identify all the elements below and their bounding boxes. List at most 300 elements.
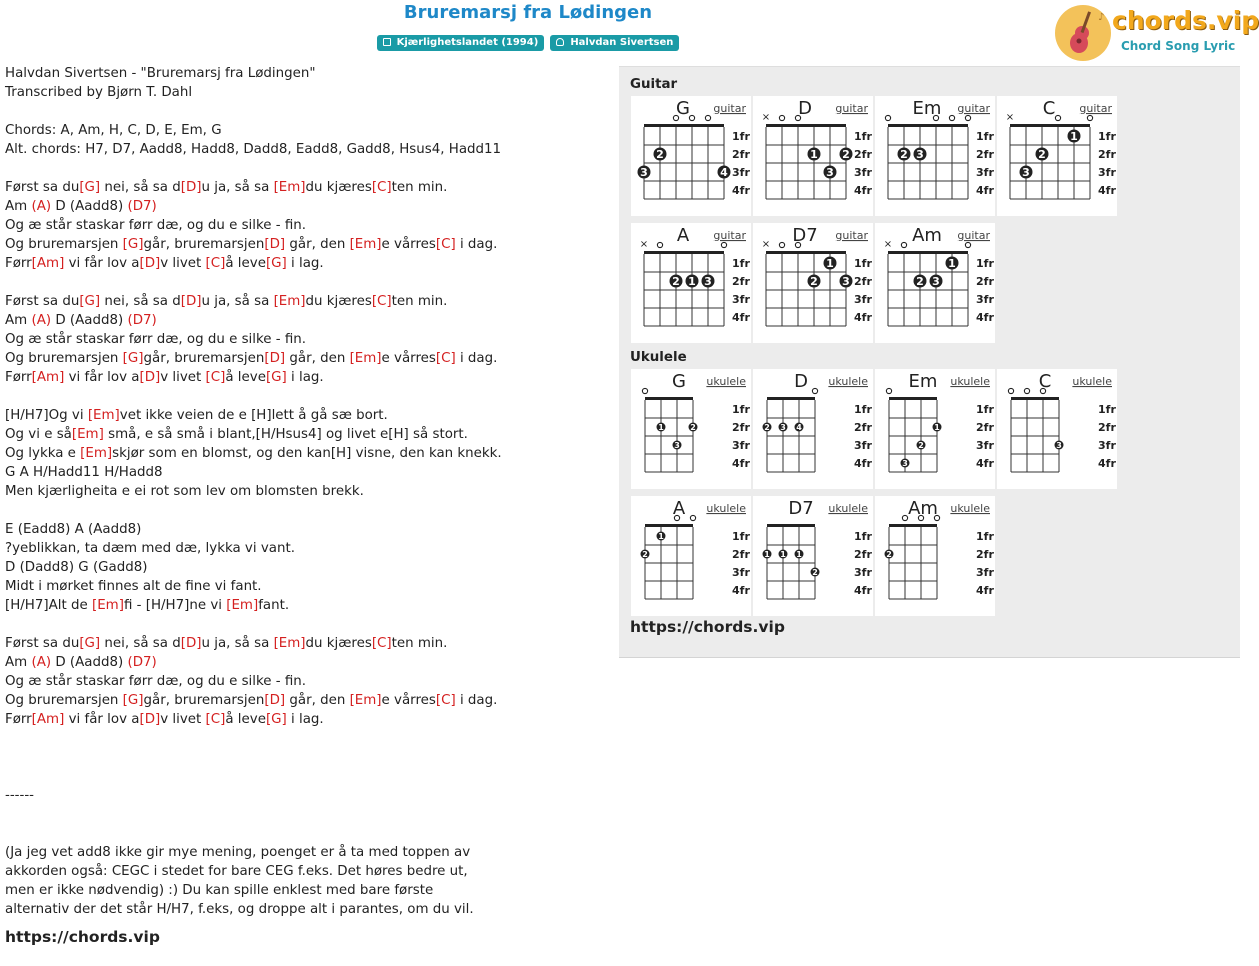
chord-name: D [794,371,808,392]
chord-marker[interactable]: [D] [139,256,161,271]
chord-marker[interactable]: [Em] [349,693,382,708]
lyric-text: vi får lov a [64,712,140,727]
lyric-line [5,482,605,501]
fret-label: 4fr [732,184,750,197]
chord-marker[interactable]: [Em] [92,598,124,613]
ukulele-chord-d7[interactable] [753,496,873,616]
chord-marker[interactable]: [G] [79,636,101,651]
lyric-line [5,748,605,767]
fret-label: 4fr [854,584,872,597]
chord-marker[interactable]: [G] [265,256,287,271]
guitar-chord-em[interactable] [875,96,995,216]
chord-marker[interactable]: (D7) [127,199,157,214]
lyric-text: Og vi e så [5,427,72,442]
fret-label: 4fr [854,457,872,470]
fret-label: 1fr [976,130,994,143]
chord-marker[interactable]: [Am] [31,370,65,385]
open-string-mark [1008,388,1013,393]
fret-label: 1fr [854,130,872,143]
ukulele-chord-am[interactable] [875,496,995,616]
lyric-text: vet ikke veien de e [H]lett å gå sæ bort. [119,408,388,423]
chord-marker[interactable]: [C] [435,351,456,366]
lyric-line [5,444,605,463]
chord-diagram [753,96,873,216]
lyric-text: D (Dadd8) G (Gadd8) [5,560,148,575]
lyric-line [5,843,605,862]
open-string-mark [657,242,662,247]
fret-label: 3fr [732,566,750,579]
chord-marker[interactable]: [C] [371,294,392,309]
open-string-mark [690,515,695,520]
instrument-link: guitar [1079,102,1112,115]
finger-number: 3 [640,166,648,179]
chord-marker[interactable]: [Em] [273,294,306,309]
logo-tagline: Chord Song Lyric [1121,39,1236,53]
instrument-link: ukulele [706,502,746,515]
fret-label: 2fr [1098,421,1116,434]
finger-number: 2 [690,423,696,432]
fret-label: 1fr [732,130,750,143]
muted-string-mark: × [1005,112,1015,123]
guitar-chord-g[interactable] [631,96,751,216]
lyric-text: fi - [H/H7]ne vi [123,598,227,613]
lyric-text: går, den [285,237,350,252]
lyric-text: [H/H7]Og vi [5,408,88,423]
fret-label: 1fr [976,530,994,543]
finger-number: 4 [720,166,728,179]
lyric-line [5,729,605,748]
lyric-line [5,634,605,653]
chord-marker[interactable]: [C] [205,256,226,271]
guitar-chord-d[interactable] [753,96,873,216]
open-string-mark [705,115,710,120]
lyric-text: v livet [160,370,206,385]
chord-marker[interactable]: [D] [180,636,202,651]
chord-marker[interactable]: [Am] [31,712,65,727]
lyric-line [5,653,605,672]
lyric-text: Am [5,655,32,670]
chord-marker[interactable]: (A) [31,199,52,214]
finger-number: 2 [812,568,818,577]
lyric-line [5,368,605,387]
lyric-line [5,425,605,444]
instrument-link: guitar [957,102,990,115]
nut [645,397,693,400]
chord-marker[interactable]: (A) [31,313,52,328]
chord-diagram-panel [619,66,1240,658]
chord-diagram [631,369,751,489]
lyric-text: i lag. [286,712,324,727]
chord-name: A [676,225,690,246]
lyric-text: å leve [225,712,266,727]
instrument-link: ukulele [950,375,990,388]
muted-string-mark: × [761,112,771,123]
lyric-text: nei, så sa d [100,180,181,195]
lyric-text: nei, så sa d [100,294,181,309]
ukulele-chord-a[interactable] [631,496,751,616]
fret-label: 4fr [1098,184,1116,197]
chord-marker[interactable]: [Em] [273,636,306,651]
open-string-mark [965,242,970,247]
lyric-text: Am [5,199,32,214]
fret-label: 1fr [854,257,872,270]
chord-marker[interactable]: [C] [371,636,392,651]
muted-string-mark: × [761,239,771,250]
lyric-text: D (Aadd8) [51,655,128,670]
site-logo[interactable] [1054,3,1259,63]
guitar-chord-a[interactable] [631,223,751,343]
open-string-mark [779,242,784,247]
finger-number: 2 [642,550,648,559]
lyric-text: Og bruremarsjen [5,237,123,252]
fret-label: 2fr [854,421,872,434]
lyric-line [5,349,605,368]
fret-label: 3fr [854,293,872,306]
chord-name: Em [912,98,942,119]
lyric-text: E (Eadd8) A (Aadd8) [5,522,142,537]
lyric-text: Og lykka e [5,446,81,461]
chord-marker[interactable]: [G] [79,294,101,309]
lyric-text: å leve [225,256,266,271]
chord-marker[interactable]: [G] [265,370,287,385]
lyric-text: går, bruremarsjen [143,693,265,708]
finger-number: 1 [826,257,834,270]
finger-number: 3 [932,275,940,288]
lyric-text: Transcribed by Bjørn T. Dahl [5,85,193,100]
lyric-line [5,140,605,159]
lyric-text: går, bruremarsjen [143,237,265,252]
lyric-text: går, den [285,693,350,708]
lyric-text: v livet [160,256,206,271]
instrument-link: ukulele [828,375,868,388]
guitar-chord-d7[interactable] [753,223,873,343]
nut [767,524,815,527]
fret-label: 3fr [976,293,994,306]
fret-label: 3fr [854,166,872,179]
fret-label: 4fr [732,311,750,324]
chord-marker[interactable]: [Em] [273,180,306,195]
finger-number: 4 [796,423,802,432]
chord-marker[interactable]: (D7) [127,655,157,670]
lyric-text: i dag. [455,237,498,252]
open-string-mark [642,388,647,393]
open-string-mark [1087,115,1092,120]
chord-diagram [875,496,995,616]
lyric-line [5,216,605,235]
album-tag-label: Kjærlighetslandet (1994) [396,37,539,48]
open-string-mark [902,515,907,520]
lyric-line [5,558,605,577]
fret-label: 3fr [854,439,872,452]
finger-number: 1 [764,550,770,559]
lyric-line [5,786,605,805]
lyric-line [5,501,605,520]
chord-marker[interactable]: [C] [205,712,226,727]
chord-name: D7 [792,225,818,246]
chord-marker[interactable]: [D] [264,693,286,708]
chord-marker[interactable]: [D] [180,294,202,309]
lyric-text: u ja, så sa [201,180,274,195]
guitar-section-label: Guitar [630,77,678,92]
lyric-text: Og æ står staskar førr dæ, og du e silke - fin. [5,218,307,233]
ukulele-chord-c[interactable] [997,369,1117,489]
chord-diagram [631,496,751,616]
finger-number: 3 [780,423,786,432]
chord-marker[interactable]: [Em] [349,351,382,366]
lyric-text: u ja, så sa [201,636,274,651]
fret-label: 4fr [732,584,750,597]
lyric-line [5,862,605,881]
chord-marker[interactable]: [G] [79,180,101,195]
finger-number: 2 [842,148,850,161]
lyric-line [5,881,605,900]
lyric-text: Først sa du [5,180,80,195]
fret-label: 3fr [732,439,750,452]
lyric-text: små, e så små i blant,[H/Hsus4] og livet e[H] så stort. [103,427,468,442]
chord-marker[interactable]: [D] [180,180,202,195]
ukulele-chord-g[interactable] [631,369,751,489]
lyric-text: Og æ står staskar førr dæ, og du e silke - fin. [5,332,307,347]
guitar-chord-am[interactable] [875,223,995,343]
lyric-line [5,83,605,102]
lyrics [5,64,605,949]
lyric-line [5,235,605,254]
chord-diagram [997,96,1117,216]
finger-number: 3 [674,441,680,450]
fret-label: 3fr [1098,439,1116,452]
ukulele-chord-em[interactable] [875,369,995,489]
lyric-text: v livet [160,712,206,727]
chord-marker[interactable]: [G] [122,351,144,366]
fret-label: 2fr [732,148,750,161]
chord-name: A [672,498,686,519]
finger-number: 1 [934,423,940,432]
lyric-text: G A H/Hadd11 H/Hadd8 [5,465,163,480]
fret-label: 1fr [976,403,994,416]
chord-name: Am [908,498,938,519]
finger-number: 2 [916,275,924,288]
lyric-text: e vårres [381,237,436,252]
instrument-link: ukulele [828,502,868,515]
fret-label: 2fr [854,548,872,561]
lyric-text: e vårres [381,351,436,366]
chord-marker[interactable]: [Em] [226,598,259,613]
lyric-line [5,615,605,634]
lyric-line [5,406,605,425]
chord-marker[interactable]: [Em] [349,237,382,252]
chord-diagram [631,223,751,343]
lyric-text: Og æ står staskar førr dæ, og du e silke - fin. [5,674,307,689]
fret-label: 4fr [854,311,872,324]
fret-label: 1fr [976,257,994,270]
nut [766,124,846,127]
chord-name: D [798,98,812,119]
chord-marker[interactable]: [G] [122,693,144,708]
fret-label: 2fr [976,275,994,288]
lyric-line [5,254,605,273]
chord-marker[interactable]: [G] [265,712,287,727]
lyric-line [5,273,605,292]
chord-marker[interactable]: [Em] [71,427,104,442]
fret-label: 2fr [976,148,994,161]
chord-name: Em [908,371,938,392]
fret-label: 2fr [732,548,750,561]
finger-number: 2 [918,441,924,450]
lyric-text: Am [5,313,32,328]
finger-number: 2 [900,148,908,161]
nut [766,251,846,254]
lyric-text: Midt i mørket finnes alt de fine vi fant. [5,579,262,594]
fret-label: 4fr [976,457,994,470]
lyric-line [5,767,605,786]
lyric-line [5,64,605,83]
lyric-line [5,596,605,615]
chord-marker[interactable]: [Em] [80,446,113,461]
open-string-mark [886,388,891,393]
lyric-text: nei, så sa d [100,636,181,651]
fret-label: 1fr [732,403,750,416]
chord-name: C [1042,98,1056,119]
lyric-text: Chords: A, Am, H, C, D, E, Em, G [5,123,222,138]
song-title: Bruremarsj fra Lødingen [403,2,653,23]
finger-number: 1 [688,275,696,288]
fret-label: 2fr [1098,148,1116,161]
chord-marker[interactable]: [Em] [87,408,120,423]
lyric-text: alternativ der det står H/H7, f.eks, og droppe alt i parantes, om du vil. [5,902,474,917]
finger-number: 2 [672,275,680,288]
lyric-text: Og bruremarsjen [5,693,123,708]
fret-label: 3fr [854,566,872,579]
lyric-text: ------ [5,788,34,803]
chord-marker[interactable]: [C] [371,180,392,195]
ukulele-chord-d[interactable] [753,369,873,489]
lyric-text: i lag. [286,370,324,385]
chord-name: Am [912,225,942,246]
lyric-line [5,691,605,710]
guitar-icon-hole [1077,39,1082,44]
fret-label: 4fr [732,457,750,470]
chord-name: C [1038,371,1052,392]
finger-number: 1 [658,423,664,432]
chord-marker[interactable]: [D] [139,370,161,385]
fret-label: 2fr [976,548,994,561]
finger-number: 3 [1022,166,1030,179]
chord-diagram [753,223,873,343]
lyric-text: du kjæres [305,294,372,309]
fret-label: 3fr [976,566,994,579]
chord-marker[interactable]: (D7) [127,313,157,328]
lyric-text: går, den [285,351,350,366]
lyric-text: Men kjærligheita e ei rot som lev om blomsten brekk. [5,484,364,499]
lyric-text: Alt. chords: H7, D7, Aadd8, Hadd8, Dadd8, Eadd8, Gadd8, Hsus4, Hadd11 [5,142,502,157]
guitar-icon-upper [1075,26,1089,40]
panel-site-link[interactable]: https://chords.vip [630,618,785,636]
chord-marker[interactable]: [C] [435,237,456,252]
instrument-link: guitar [957,229,990,242]
lyric-line [5,463,605,482]
chord-marker[interactable]: [D] [264,237,286,252]
lyric-text: vi får lov a [64,256,140,271]
lyric-line [5,178,605,197]
chord-diagram [753,496,873,616]
fret-label: 4fr [976,311,994,324]
lyric-line [5,672,605,691]
lyric-text: skjør som en blomst, og den kan[H] visne, den kan knekk. [112,446,502,461]
lyric-text: Først sa du [5,636,80,651]
lyric-line [5,900,605,919]
lyric-line [5,197,605,216]
fret-label: 2fr [732,275,750,288]
finger-number: 2 [810,275,818,288]
finger-number: 3 [826,166,834,179]
guitar-chord-c[interactable] [997,96,1117,216]
chord-marker[interactable]: [G] [122,237,144,252]
nut [645,524,693,527]
ukulele-section-label: Ukulele [630,350,687,365]
lyric-text: (Ja jeg vet add8 ikke gir mye mening, poenget er å ta med toppen av [5,845,471,860]
nut [1010,124,1090,127]
lyric-text: i dag. [455,693,498,708]
finger-number: 3 [916,148,924,161]
finger-number: 2 [764,423,770,432]
chord-marker[interactable]: [C] [205,370,226,385]
lyric-text: ten min. [391,294,448,309]
fret-label: 1fr [1098,130,1116,143]
lyric-line [5,824,605,843]
fret-label: 3fr [1098,166,1116,179]
chord-marker[interactable]: [D] [264,351,286,366]
nut [1011,397,1059,400]
chord-marker[interactable]: [C] [435,693,456,708]
chord-marker[interactable]: [D] [139,712,161,727]
chord-diagram [875,223,995,343]
finger-number: 1 [948,257,956,270]
artist-tag-label: Halvdan Sivertsen [570,37,674,48]
instrument-link: guitar [835,102,868,115]
open-string-mark [949,115,954,120]
lyric-text: akkorden også: CEGC i stedet for bare CEG f.eks. Det høres bedre ut, [5,864,468,879]
open-string-mark [965,115,970,120]
instrument-link: ukulele [950,502,990,515]
instrument-link: guitar [713,229,746,242]
site-link[interactable]: https://chords.vip [5,928,160,946]
lyric-text: ten min. [391,180,448,195]
chord-marker[interactable]: (A) [31,655,52,670]
fret-label: 2fr [854,148,872,161]
lyric-line [5,102,605,121]
chord-marker[interactable]: [Am] [31,256,65,271]
chord-name: G [672,371,686,392]
fret-label: 2fr [732,421,750,434]
lyric-text: [H/H7]Alt de [5,598,92,613]
nut [889,397,937,400]
chord-diagram [875,96,995,216]
artist-tag[interactable] [550,35,679,51]
finger-number: 3 [842,275,850,288]
fret-label: 1fr [1098,403,1116,416]
fret-label: 4fr [976,184,994,197]
lyric-line [5,311,605,330]
lyric-line [5,121,605,140]
finger-number: 2 [656,148,664,161]
tag-list [0,35,1056,51]
lyric-text: i dag. [455,351,498,366]
album-tag[interactable] [377,35,545,51]
lyric-text: du kjæres [305,180,372,195]
lyric-line [5,520,605,539]
lyric-text: i lag. [286,256,324,271]
nut [767,397,815,400]
